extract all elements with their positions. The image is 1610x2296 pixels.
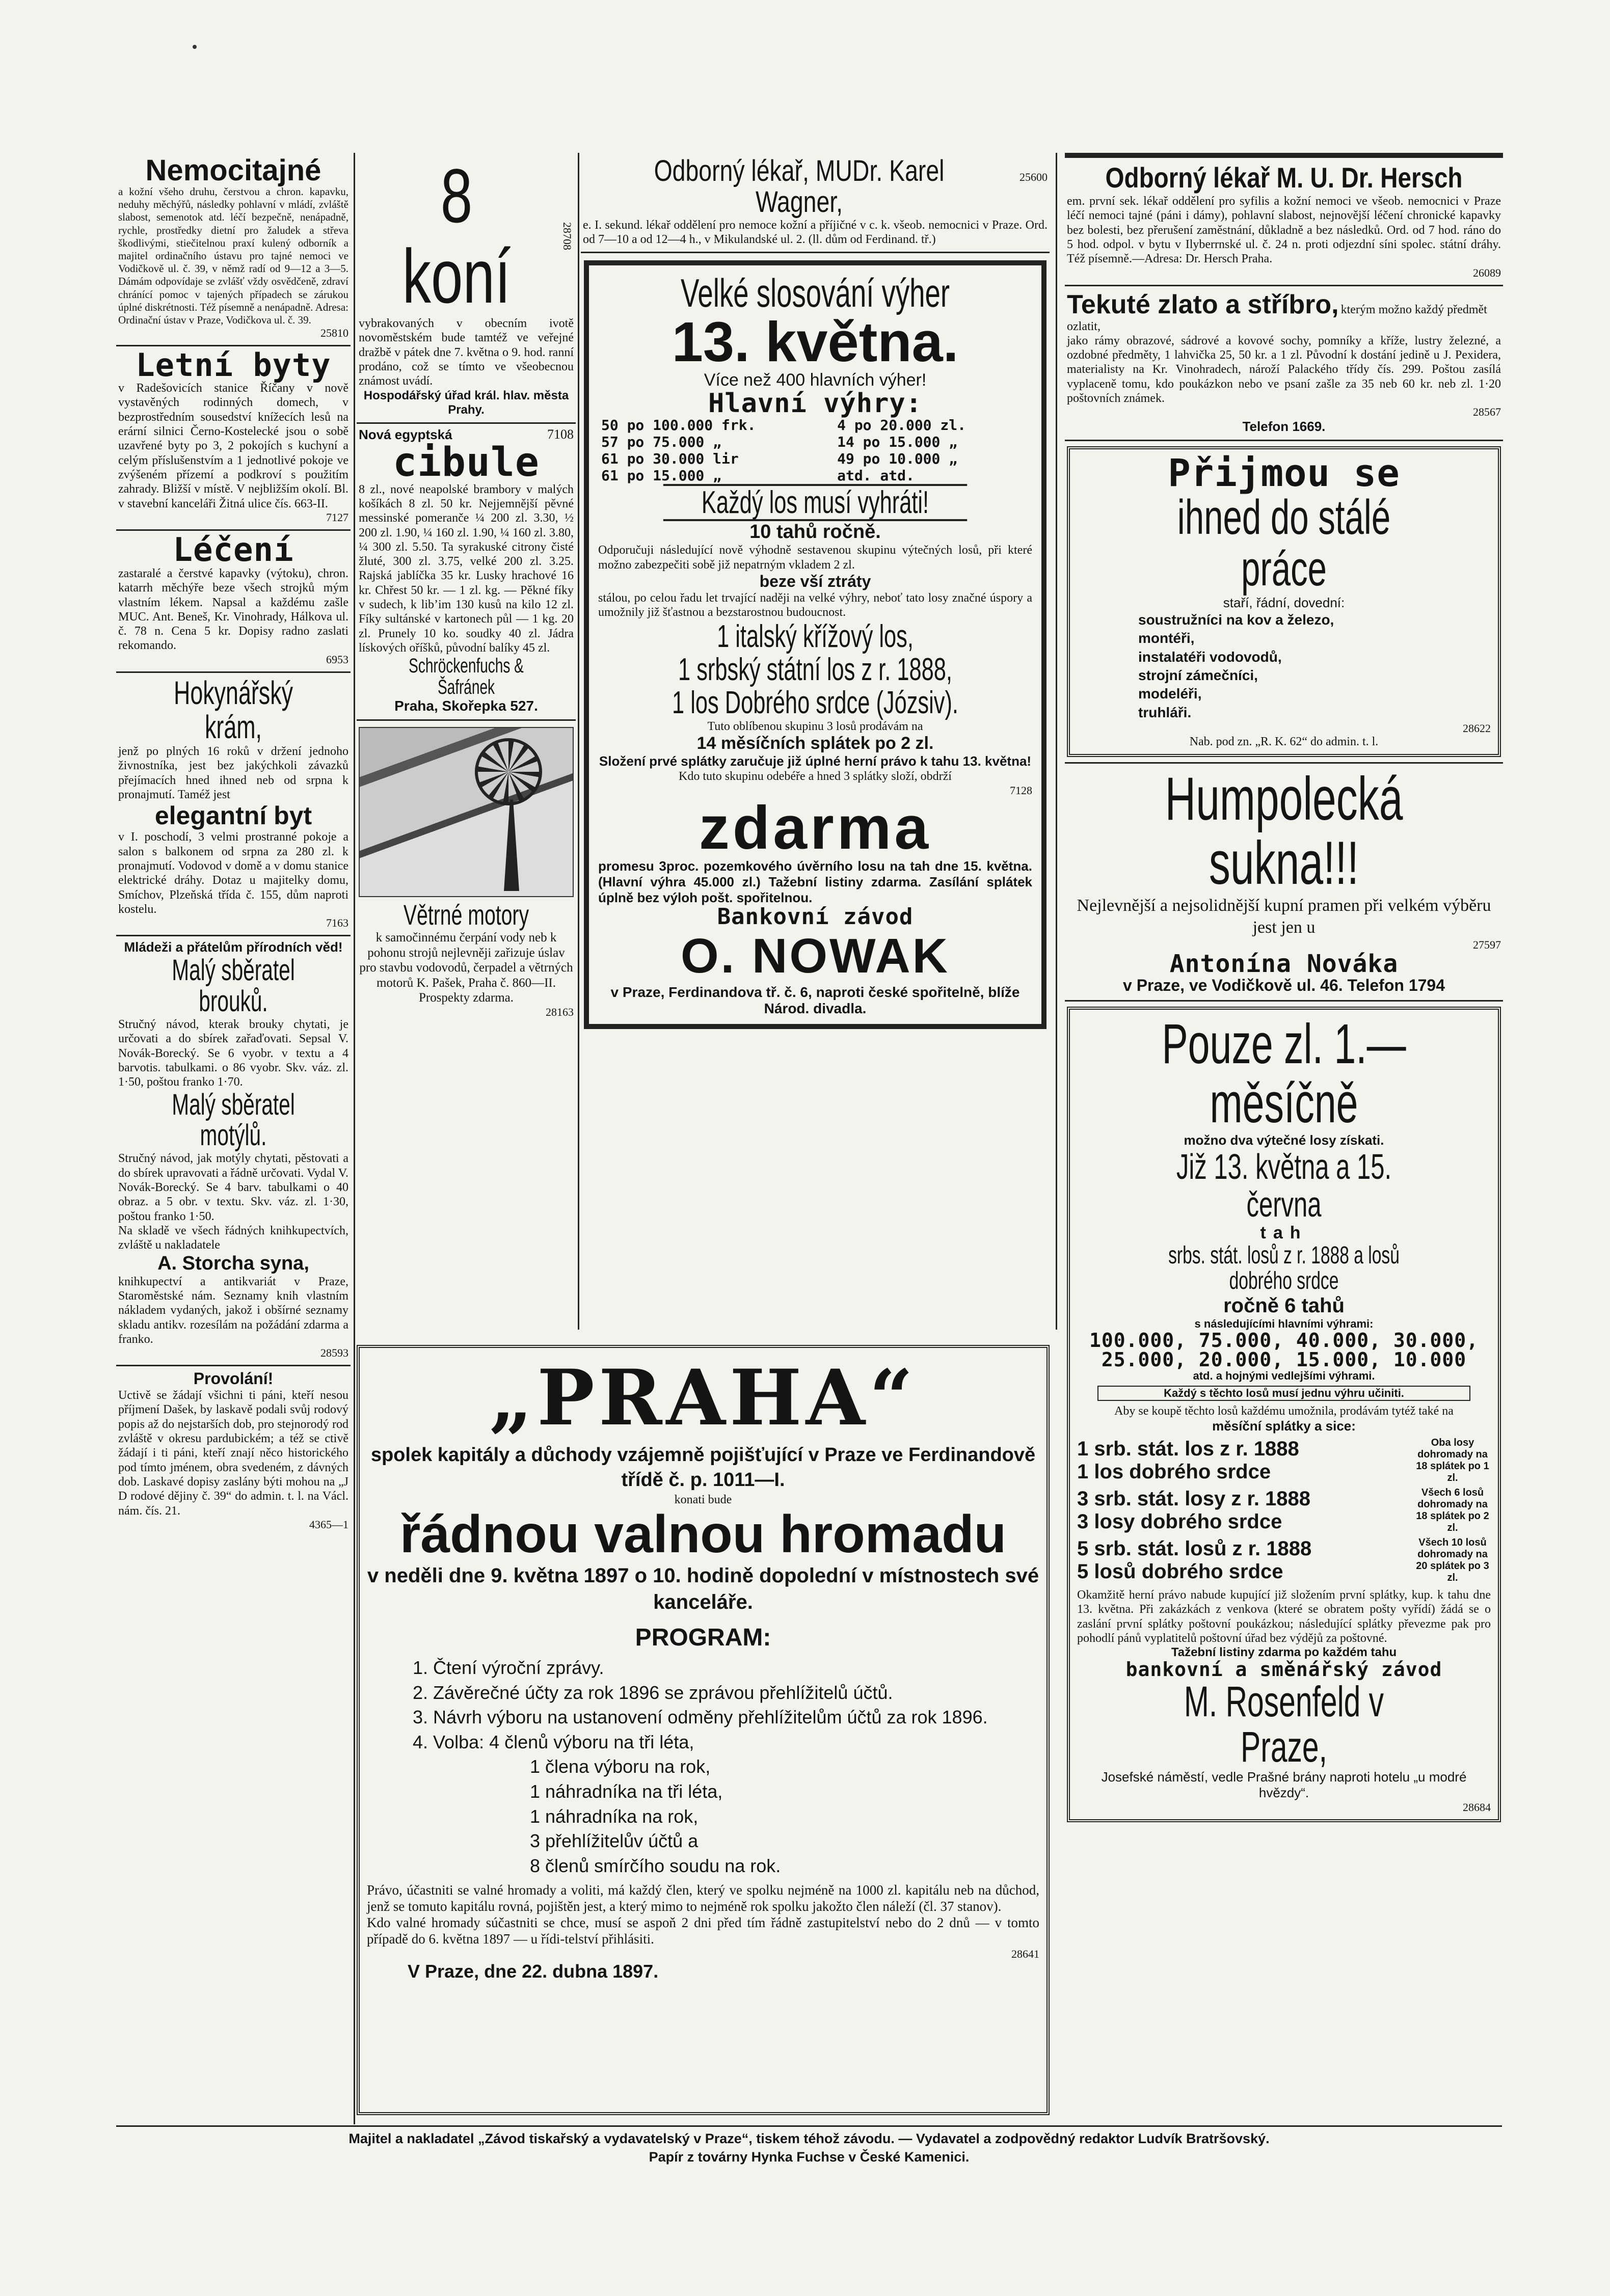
ad-ref: 25810 [320, 327, 348, 340]
ad-title: Malý sběratel brouků. [172, 954, 295, 1018]
ad-prizes-2: 25.000, 20.000, 15.000, 10.000 [1101, 1348, 1467, 1371]
ad-address: Nab. pod zn. „R. K. 62“ do admin. t. l. [1189, 735, 1379, 749]
lottery-free: zdarma [699, 793, 932, 862]
prize-left: 61 po 30.000 lir [601, 450, 739, 468]
lot-group-lines [1077, 1438, 1409, 1483]
bank-label: Bankovní závod [717, 903, 914, 930]
ad-ref: 4365—1 [309, 1518, 348, 1531]
prize-table [598, 417, 1032, 484]
program-subitem: 1 náhradníka na tři léta, [530, 1780, 723, 1802]
lottery-draws: 10 tahů ročně. [749, 521, 881, 543]
merchant-name: Antonína Nováka [1169, 950, 1399, 979]
praha-sub: spolek kapitály a důchody vzájemně pojišťující v Praze ve Ferdinandově třídě č. p. 1011—I. [370, 1444, 1036, 1491]
lot-group-3 [1077, 1537, 1491, 1584]
ad-pre: Nová egyptská [359, 426, 452, 442]
ad-sberatel [116, 936, 351, 1366]
ad-ref: 28708 [561, 222, 574, 250]
ad-title-row [583, 156, 1048, 218]
column-3 [581, 153, 1050, 1319]
lot-group-lines [1077, 1488, 1409, 1533]
ad-title: cibule [393, 439, 540, 485]
footer-rule [116, 2125, 1502, 2127]
ad-ref: 28163 [546, 1005, 574, 1018]
prize-right: atd. atd. [837, 467, 915, 484]
ad-8-koni [357, 153, 576, 424]
praha-when: v neděli dne 9. května 1897 o 10. hodině dopolední v místnostech své kanceláře. [367, 1564, 1039, 1613]
ad-lots: srbs. stát. losů z r. 1888 a losů dobrého srdce [1168, 1242, 1400, 1295]
lot-note: Všech 10 losů dohromady na 20 splátek po 3 zl. [1416, 1537, 1489, 1584]
column-rule-1 [354, 153, 355, 2124]
prize-row [598, 467, 1032, 484]
praha-notice [357, 1345, 1050, 2119]
ad-splatky: měsíční splátky a sice: [1212, 1418, 1356, 1434]
ad-letni-byty [116, 346, 351, 531]
ad-text: vybrakovaných v obecním ivotě novoměstském bude tamtéž ve veřejné dražbě v pátek dne 7. května o 9. hod. ranní prodáno, což se tímto ve všeobecnou známost uvádí. [359, 317, 574, 388]
lot-line: 5 losů dobrého srdce [1077, 1560, 1283, 1583]
footer-line-2: Papír z továrny Hynka Fuchse v České Kamenici. [649, 2149, 970, 2165]
program-item: 1. Čtení výroční zprávy. [413, 1657, 604, 1678]
ad-ref: 27597 [1473, 938, 1501, 952]
program-item: 4. Volba: 4 členů výboru na tři léta, [413, 1731, 694, 1752]
lottery-headline: Velké slosování výher [680, 271, 950, 316]
ad-text-2: Okamžitě herní právo nabude kupující již složením první splátky, kup. k tahu dne 13. května. Při zakázkách z venkova (které se obratem pošty vyřídí) žádá se o zaslání první splátky poštovní poukázkou; následující splátky převezme pak pro pohodlí pánů vyplatitelů poštovní úřad bez výdějů za poštovné. [1077, 1588, 1491, 1645]
program-subitem: 1 člena výboru na rok, [530, 1756, 711, 1777]
praha-text-1: Právo, účastniti se valné hromady a voliti, má každý člen, který ve spolku nejméně na 1000 zl. kapitálu neb na důchod, jenž se tomuto kapitálu rovná, pojištěn jest, a který mimo to nejméně rok spolku jakožto člen náleží (čl. 37 stanov). [367, 1882, 1039, 1914]
ad-each: Každý s těchto losů musí jednu výhru učiniti. [1097, 1386, 1470, 1401]
lottery-lot-1: 1 italský křížový los, [717, 618, 914, 654]
ad-title-tail: kterým možno každý předmět ozlatit, [1067, 303, 1487, 333]
footer-line-1: Majitel a nakladatel „Závod tiskařský a vydavatelský v Praze“, tiskem téhož závodu. — Vydavatel a zodpovědný redaktor Ludvík Bratršovský. [348, 2131, 1270, 2146]
ad-text-3: Na skladě ve všech řádných knihkupectvích, zvláště u nakladatele [118, 1224, 348, 1252]
program-list [413, 1656, 1039, 1878]
ad-text-1: Aby se koupě těchto losů každému umožnila, prodávám tytéž také na [1114, 1404, 1454, 1418]
prize-right: 14 po 15.000 „ [837, 434, 958, 451]
ad-text: e. I. sekund. lékař oddělení pro nemoce kožní a příjičné v c. k. všeob. nemocnici v Praze. Ord. od 7—10 a od 12—4 h., v Mikulandské ul. 2. (ll. dům od Ferdinand. tř.) [583, 218, 1048, 247]
prize-right: 4 po 20.000 zl. [837, 417, 966, 434]
ad-title-2: Malý sběratel motýlů. [172, 1088, 295, 1152]
ad-text: Nejlevnější a nejsolidnější kupní pramen při velkém výběru jest jen u [1077, 896, 1491, 937]
ad-vetrne-motory [357, 721, 576, 1023]
program-item: 2. Závěrečné účty za rok 1896 se zprávou přehlížitelů účtů. [413, 1682, 893, 1703]
ad-sub: možno dva výtečné losy získati. [1184, 1132, 1384, 1148]
praha-text-2: Kdo valné hromady súčastniti se chce, musí se aspoň 2 dni před tím řádně zastupitelství nebo do 2 dnů — v tomto případě do 6. května 1897 — u řídi-telství přihlásiti. [367, 1915, 1039, 1947]
lottery-date: 13. května. [672, 311, 959, 374]
lottery-lot-3: 1 los Dobrého srdce (Józsiv). [672, 685, 958, 720]
ad-wagner [581, 153, 1050, 253]
job-item: instalatéři vodovodů, [1138, 649, 1282, 665]
ad-text: a kožní všeho druhu, čerstvou a chron. kapavku, neduhy měchýřů, následky pohlavní v mládí, zvláště slabost, semenotok atd. léčí bezpečně, nenápadně, rychle, prostředky dietní pro žaludek a střeva škodlivými, stiečitelnou praxí kulený odborník a majitel ordinačního ústavu pro tajné nemoci ve Vodičkově ul. č. 39, v němž radí od 9—12 a 3—5. Dámám odpovídaje se zvlášť vždy osvědčeně, zdraví chránící pomoc v tajených případech se zárukou úplné diskrétnosti. Též písemně a nenápadně. Adresa: Ordinační ústav v Praze, Vodičkova ul. č. 39. [118, 185, 348, 326]
ad-title-row [359, 153, 574, 319]
ad-title: Léčení [173, 531, 294, 569]
ad-text: em. první sek. lékař oddělení pro syfilis a kožní nemoci ve všeob. nemocnici v Praze léčí nemoci tajné (páni i dámy), pohlavní slabost, nejnovější léčení chronické kapavky bez bolesti, bez přerušení zaměstnání, důkladně a bez následků. Ord. od 7 hod. ráno do 5 hod. odpol. v bytu v Ilyberrnské ul. č. 24 n. proti odjezdní síni spolec. státní dráhy. Též písemně.—Adresa: Dr. Hersch Praha. [1067, 195, 1501, 266]
ad-title: Pouze zl. 1.— měsíčně [1162, 1013, 1406, 1135]
ad-text-2: v I. poschodí, 3 velmi prostranné pokoje a salon s balkonem od srpna za 280 zl. k pronajmutí. Vodovod v domě a v domu stanice elektrické dráhy. Dotaz u majitelky domu, Smíchov, Plzeňská třída č. 155, dům naproti kostelu. [118, 830, 348, 916]
ad-ref: 28684 [1463, 1800, 1491, 1814]
ad-heading: Mládeži a přátelům přírodních věd! [124, 939, 343, 955]
prize-left: 50 po 100.000 frk. [601, 417, 756, 434]
lottery-text-1: Odporučuji následující nově výhodně sestavenou skupinu výtečných losů, při které možno zabezpečiti sobě již nepatrným vkladem 2 zl. [598, 544, 1032, 572]
lot-note: Všech 6 losů dohromady na 18 splátek po 2 zl. [1416, 1487, 1489, 1534]
ad-ref: 28567 [1473, 406, 1501, 419]
lottery-more: Více než 400 hlavních výher! [704, 370, 927, 390]
job-item: modeléři, [1138, 686, 1202, 702]
ad-title: Hokynářský krám, [173, 674, 293, 745]
job-item: montéři, [1138, 630, 1195, 646]
column-rule-3 [1056, 153, 1057, 1330]
company-address: Praha, Skořepka 527. [394, 698, 538, 714]
lot-note: Oba losy dohromady na 18 splátek po 1 zl. [1416, 1437, 1489, 1484]
ad-title: Přijmou se [1168, 451, 1400, 496]
lottery-text-6: promesu 3proc. pozemkového úvěrního losu na tah dne 15. května. (Hlavní výhra 45.000 zl.) Tažební listiny zdarma. Zasílání splátek úplně bez výloh pošt. spořitelnou. [598, 858, 1032, 905]
ad-ref: 6953 [326, 653, 348, 666]
lot-group-2 [1077, 1487, 1491, 1534]
lot-line: 1 srb. stát. los z r. 1888 [1077, 1438, 1299, 1461]
praha-program: PROGRAM: [635, 1624, 771, 1651]
praha-place: V Praze, dne 22. dubna 1897. [408, 1960, 659, 1982]
bank-name: M. Rosenfeld v Praze, [1184, 1678, 1384, 1771]
lottery-months: 14 měsíčních splátek po 2 zl. [696, 734, 934, 753]
ad-text: jenž po plných 16 roků v držení jednoho živnostníka, jest bez jakýchkoli závazků přejímacích hned ihned neb od srpna k pronajmutí. Taméž jest [118, 745, 348, 802]
prize-left: 57 po 75.000 „ [601, 434, 722, 451]
ad-title: Letní byty [136, 346, 331, 384]
program-subitem: 1 náhradníka na rok, [530, 1805, 699, 1827]
ad-prize-note: s následujícími hlavními výhrami: [1194, 1317, 1374, 1330]
footer [116, 2129, 1502, 2167]
ad-ref: 7127 [326, 510, 348, 524]
ad-text-3: Tažební listiny zdarma po každém tahu [1171, 1645, 1397, 1660]
lot-group-lines [1077, 1537, 1409, 1583]
ad-ref: 28593 [320, 1346, 348, 1360]
bank-address: v Praze, Ferdinandova tř. č. 6, naproti české spořitelně, blíže Národ. divadla. [610, 984, 1020, 1016]
ad-tekute-zlato [1065, 286, 1503, 442]
ad-title: Odborný lékař M. U. Dr. Hersch [1105, 161, 1463, 194]
ad-title: Provolání! [193, 1369, 274, 1388]
merchant-address: v Praze, ve Vodičkově ul. 46. Telefon 1794 [1123, 976, 1445, 995]
ad-title: Větrné motory [403, 899, 529, 931]
job-item: soustružníci na kov a železo, [1138, 611, 1334, 628]
ad-ref: 7108 [547, 426, 574, 442]
ad-hokynarsky-kram [116, 673, 351, 937]
company-name: Schröckenfuchs & Šafránek [409, 655, 524, 699]
ad-title: 8 koní [402, 153, 511, 319]
bank-name: O. NOWAK [681, 928, 950, 983]
ad-title-row [1067, 289, 1501, 334]
ad-text: v Radešovicích stanice Říčany v nově vystavěných rodinných domech, v bezprostředním sousedství knížecích lesů na erární silnici Černo-Kostelecké jsou o sobě uzavřené byty po 3, 2 pokojích s kuchyní a celým příslušenstvím a 1 jednotlivé pokoje ve zvýšeném přízemí a podkroví s použitím zahrady. Bližší v místě. V nejbližším okolí. Bl. v stavební kanceláři Žitná ulice čís. 663-II. [118, 382, 348, 510]
prize-right: 49 po 10.000 „ [837, 450, 958, 468]
lot-group-1 [1077, 1437, 1491, 1484]
ad-text: jako rámy obrazové, sádrové a kovové sochy, pomníky a kříže, lustry železné, a ozdobné předměty, 1 lahvička 25, 50 kr. a 1 zl. Původní k dostání jedině u J. Pexidera, materialisty na Kr. Vinohradech, nároží Palackého třídy čís. 299. Poštou zasílá vyplaceně tomu, kdo poukázkon nebo ve psaní zašle za 35 neb 60 kr. neb zl. 1·20 poštovních známek. [1067, 334, 1501, 405]
ad-title: Humpolecká sukna!!! [1165, 765, 1403, 898]
job-list [1077, 611, 1491, 722]
lot-line: 3 srb. stát. losy z r. 1888 [1077, 1488, 1311, 1510]
ad-humpolecka-sukna [1065, 762, 1503, 1002]
column-1 [116, 153, 351, 2124]
bank-label: bankovní a směnářský závod [1125, 1658, 1442, 1681]
lottery-lot-2: 1 srbský státní los z r. 1888, [678, 652, 952, 687]
program-subitem: 8 členů smírčího soudu na rok. [530, 1855, 781, 1876]
ad-title: Nemocitajné [145, 154, 321, 187]
ad-etc: atd. a hojnými vedlejšími výhrami. [1193, 1369, 1375, 1382]
ad-text: 8 zl., nové neapolské brambory v malých košíkách 8 zl. 50 kr. Nejjemnější pěvné messinské pomeranče ¼ 200 zl. 3.30, ½ 200 zl. 1.90, ¼ 160 zl. 1.90, ¼ 160 zl. 3.80, ¼ 300 zl. 5.50. Ta syrakuské citrony čisté žluté, 300 zl. 3.75, velké 200 zl. 3.25. Rajská jablíčka 35 kr. Lusky hrachové 16 kr. Chřest 50 kr. — 1 zl. kg. — Pěkné fíky v sudech, k lib’im 130 kusů na kilo 12 zl. Fíky sultánské v kartonech půl — 1 kg. 20 zl. Prunely 10 ko. soudky 40 zl. Jádra lískových oříšků, původní balíky 45 zl. [359, 482, 574, 655]
ad-prijmou [1067, 446, 1501, 757]
ad-who: staří, řádní, dovední: [1223, 595, 1345, 610]
ad-nemocitajne [116, 153, 351, 346]
ad-text: Stručný návod, kterak brouky chytati, je určovati a do sbírek zařaďovati. Sepsal V. Novák-Borecký. Se 6 vyobr. v textu a 4 barvotis. tabulkami. o 86 vyobr. Skv. váz. zl. 1·50, poštou franko 1·70. [118, 1018, 348, 1089]
column-4 [1065, 153, 1503, 2124]
ad-provolani [116, 1366, 351, 1536]
job-item: truhláři. [1138, 704, 1192, 720]
ad-text-2: Stručný návod, jak motýly chytati, pěstovati a do sbírek upravovati a řádně určovati. Vydal V. Novák-Borecký. Se 4 barv. tabulkami o 40 obraz. a 5 obr. v textu. Skv. váz. zl. 1·30, poštou franko 1·50. [118, 1152, 348, 1223]
ad-text: Uctivě se žádají všichni ti páni, kteří nesou příjmení Dašek, by laskavě podali svůj rodový popis až do nejstarších dob, pro stejnorodý rod zvláště v okresu pardubickém; a též se ctivě žádají i ti páni, kteří znají něco historického pod tímto jménem, obra svedeném, z dávných dob. Laskavé dopisy zaslány býti mohou na „J D rodové dějiny č. 39“ do admin. t. l. na Václ. nám. čís. 21. [118, 1389, 348, 1518]
ad-prizes-1: 100.000, 75.000, 40.000, 30.000, [1089, 1329, 1479, 1352]
ad-text: k samočinnému čerpání vody neb k pohonu strojů nejlevněji zařizuje úslav pro stavbu vodovodů, čerpadel a větrných motorů K. Pašek, Praha č. 860—II. Prospekty zdarma. [359, 931, 573, 1005]
prize-left: 61 po 15.000 „ [601, 467, 722, 484]
windmill-illustration [359, 727, 574, 897]
ad-rosenfeld [1067, 1007, 1501, 1822]
lot-line: 3 losy dobrého srdce [1077, 1510, 1282, 1533]
ad-phone: Telefon 1669. [1242, 419, 1326, 435]
ad-sign: Hospodářský úřad král. hlav. města Prahy. [363, 388, 569, 417]
ad-ref: 25600 [1019, 171, 1048, 183]
ad-nowak-lottery [584, 260, 1046, 1029]
column-2 [357, 153, 576, 1330]
ad-title: Tekuté zlato a stříbro, [1067, 289, 1339, 319]
prize-row [598, 434, 1032, 450]
ad-leceni [116, 531, 351, 673]
windmill-wheel-icon [475, 738, 542, 805]
job-item: strojní zámečníci, [1138, 667, 1258, 683]
lottery-text-3: Tuto oblíbenou skupinu 3 losů prodávám na [707, 719, 923, 733]
praha-box [357, 1345, 1050, 2115]
smudge-mark [193, 45, 197, 49]
publisher-text: knihkupectví a antikvariát v Praze, Staroměstské nám. Seznamy knih vlastním nákladem vydaných, jakož i obšírné seznamy skladu antikv. rozesílám na požádání zdarma a franko. [118, 1275, 348, 1346]
ad-hersch [1065, 153, 1503, 286]
program-item: 3. Návrh výboru na ustanovení odměny přehlížitelům účtů za rok 1896. [413, 1707, 988, 1728]
ad-ref: 26089 [1473, 266, 1501, 279]
ad-subtitle: elegantní byt [154, 801, 312, 830]
praha-title: „PRAHA“ [489, 1353, 918, 1443]
lot-line: 1 los dobrého srdce [1077, 1461, 1271, 1483]
lottery-noloss: beze vší ztráty [759, 572, 871, 591]
ad-tah: tah [1260, 1223, 1308, 1243]
praha-ref: 28641 [1011, 1947, 1039, 1960]
lottery-every: Každý los musí vyhráti! [663, 484, 967, 521]
ad-text: zastaralé a čerstvé kapavky (výtoku), chron. katarrh měchýře beze všech strojků mým vlastním lékem. Napsal a každému zašle MUC. Ant. Beneš, Kr. Vinohrady, Hálkova ul. č. 78 n. Cena 5 kr. Dopisy radno zaslati rekomando. [118, 566, 348, 653]
lottery-main-title: Hlavní výhry: [708, 388, 922, 419]
ad-dates: Již 13. května a 15. června [1176, 1147, 1392, 1224]
lottery-text-5: Kdo tuto skupinu odebéře a hned 3 splátky složí, obdrží [679, 770, 952, 784]
ad-draws: ročně 6 tahů [1223, 1294, 1345, 1317]
bank-address: Josefské náměstí, vedle Prašné brány naproti hotelu „u modré hvězdy“. [1101, 1769, 1467, 1800]
column-rule-2 [578, 153, 579, 1330]
windmill-tower-icon [504, 799, 519, 891]
ad-ref: 7163 [326, 916, 348, 930]
ad-ref: 28622 [1463, 722, 1491, 735]
lot-line: 5 srb. stát. losů z r. 1888 [1077, 1537, 1312, 1560]
publisher-name: A. Storcha syna, [157, 1252, 309, 1274]
praha-konati: konati bude [674, 1493, 732, 1506]
lottery-text-2: stálou, po celou řadu let trvající naději na velké výhry, neboť tato losy značné úspory a umožnily již šťastnou a bezstarostnou budoucnost. [598, 591, 1032, 619]
ad-subtitle: ihned do stálé práce [1177, 490, 1391, 596]
prize-row [598, 450, 1032, 467]
program-subitem: 3 přehlížitelův účtů a [530, 1830, 699, 1852]
lottery-ref: 7128 [1010, 784, 1032, 797]
praha-meeting: řádnou valnou hromadu [399, 1504, 1007, 1564]
prize-row [598, 417, 1032, 434]
ad-cibule [357, 424, 576, 721]
ad-title: Odborný lékař, MUDr. Karel Wagner, [654, 154, 945, 219]
lottery-text-4: Složení prvé splátky zaručuje již úplné herní právo k tahu 13. května! [599, 753, 1032, 769]
